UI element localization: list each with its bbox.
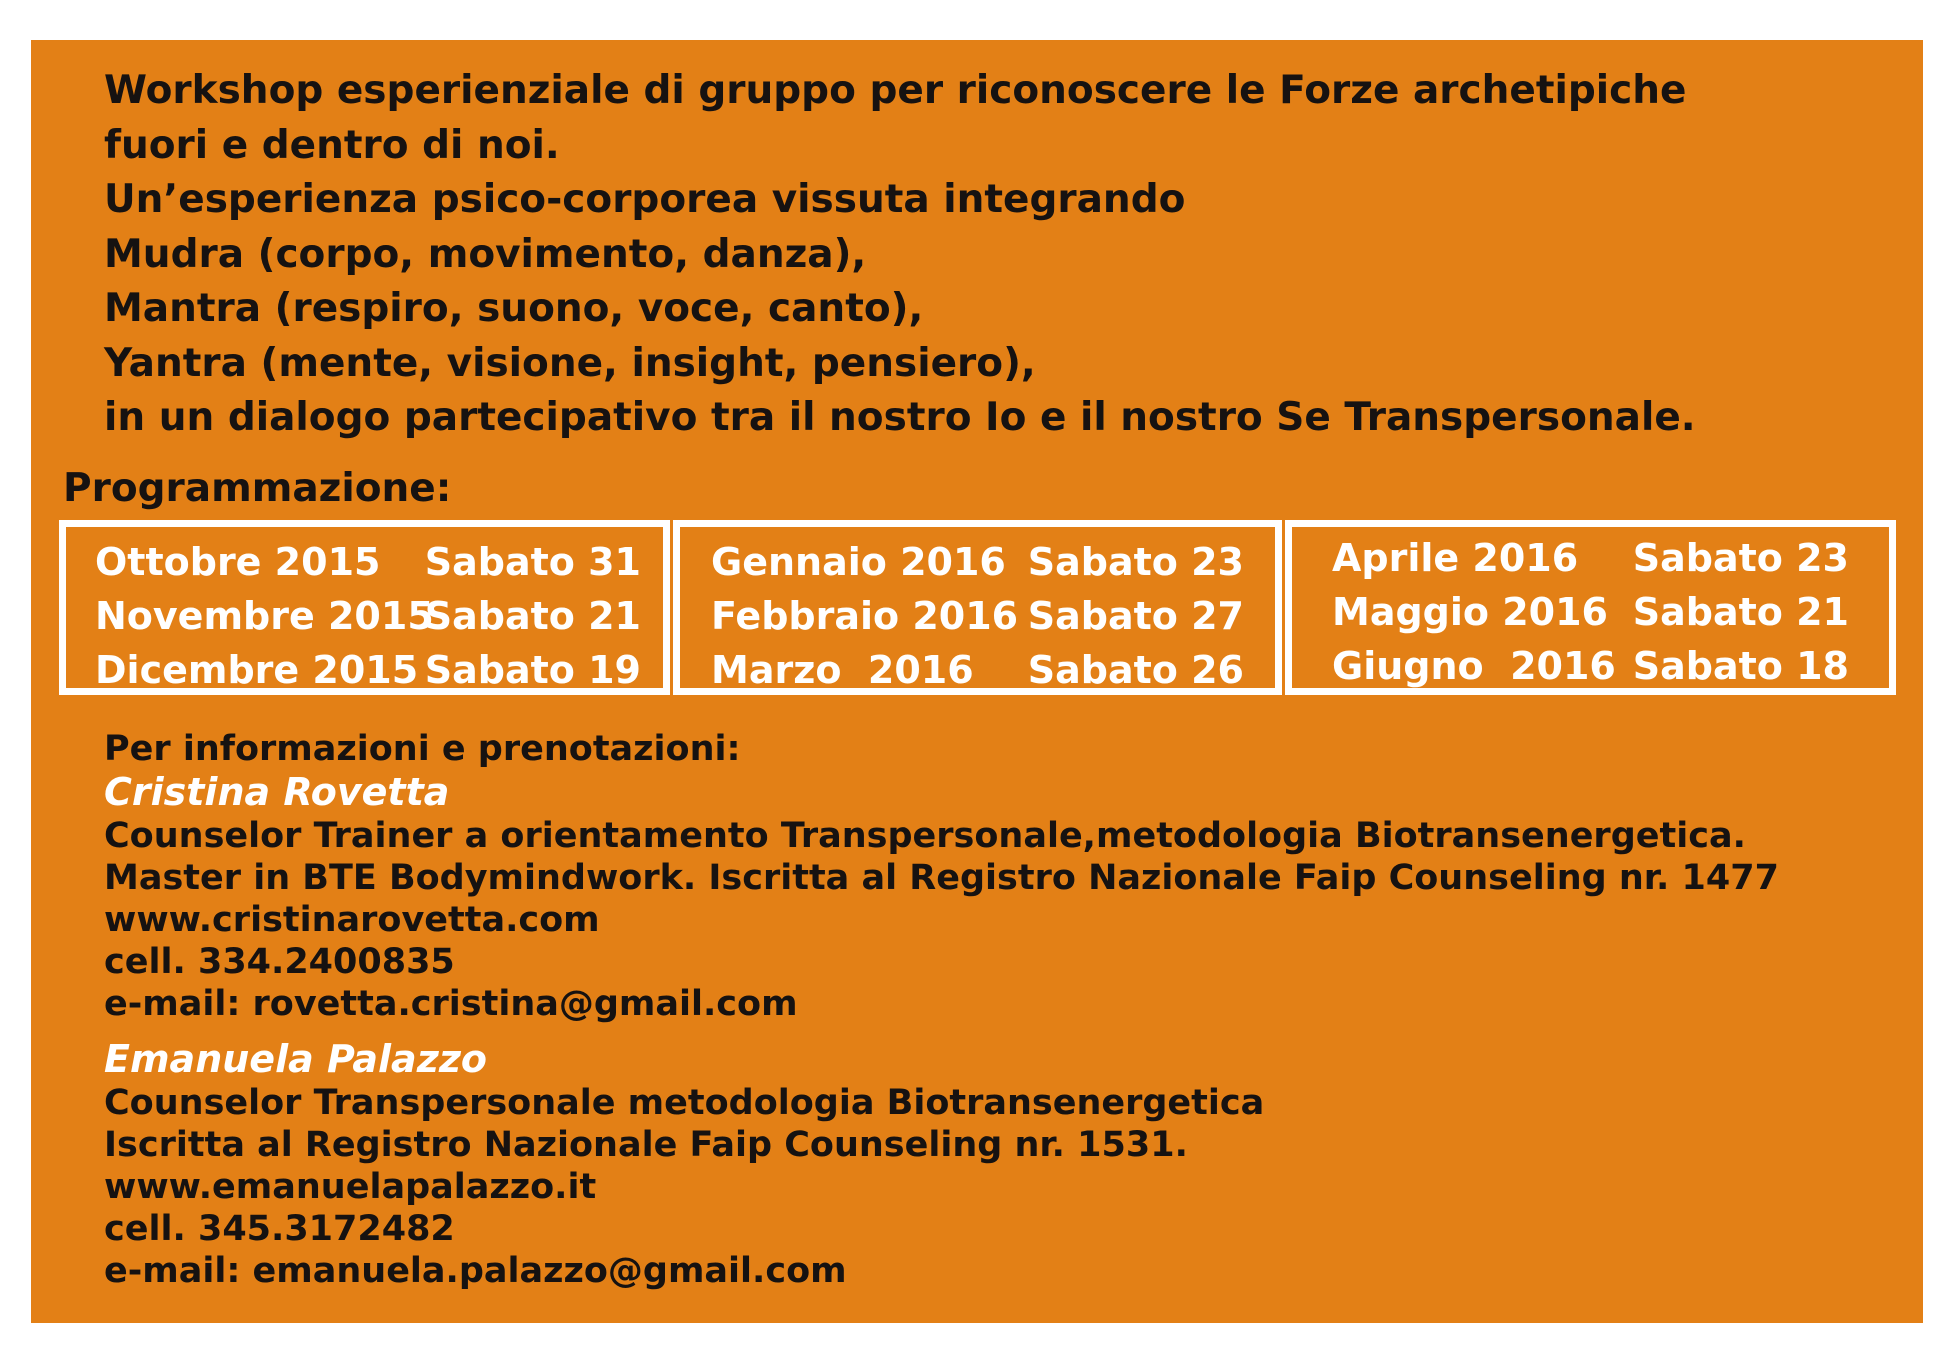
contact-role: Counselor Transpersonale metodologia Biotransenergetica <box>104 1083 1265 1123</box>
schedule-month: Novembre 2015 <box>95 594 434 638</box>
contact-email[interactable]: e-mail: emanuela.palazzo@gmail.com <box>104 1251 847 1291</box>
intro-line: Mudra (corpo, movimento, danza), <box>104 231 867 277</box>
intro-line: fuori e dentro di noi. <box>104 122 560 168</box>
contacts-section <box>104 728 1884 1292</box>
schedule-day: Sabato 31 <box>424 540 641 584</box>
schedule-month: Giugno 2016 <box>1332 644 1616 688</box>
spacer <box>104 1025 1884 1037</box>
contact-name: Emanuela Palazzo <box>104 1037 488 1081</box>
schedule-box-winter <box>673 520 1282 695</box>
programme-title: Programmazione: <box>63 466 452 511</box>
schedule-month: Febbraio 2016 <box>711 594 1019 638</box>
contact-cristina <box>104 770 1884 1025</box>
schedule-box-spring <box>1285 520 1896 695</box>
schedule-row <box>1292 639 1889 693</box>
intro-line: Workshop esperienziale di gruppo per riconoscere le Forze archetipiche <box>104 68 1687 113</box>
flyer-card <box>31 40 1923 1323</box>
schedule-day: Sabato 27 <box>1027 594 1244 638</box>
schedule-month: Gennaio 2016 <box>711 540 1006 584</box>
schedule-row <box>680 589 1275 643</box>
contact-phone: cell. 345.3172482 <box>104 1209 455 1249</box>
schedule-row <box>680 643 1275 697</box>
schedule-row <box>1292 585 1889 639</box>
schedule-month: Marzo 2016 <box>711 648 974 692</box>
schedule-row <box>66 535 663 589</box>
schedule-month: Aprile 2016 <box>1332 536 1579 580</box>
schedule-month: Ottobre 2015 <box>95 540 381 584</box>
schedule-month: Dicembre 2015 <box>95 648 419 692</box>
contact-emanuela <box>104 1037 1884 1292</box>
contact-website[interactable]: www.cristinarovetta.com <box>104 900 600 940</box>
schedule-day: Sabato 18 <box>1632 644 1849 688</box>
contact-registration: Master in BTE Bodymindwork. Iscritta al Registro Nazionale Faip Counseling nr. 1477 <box>104 858 1779 898</box>
schedule-month: Maggio 2016 <box>1332 590 1608 634</box>
schedule-row <box>680 535 1275 589</box>
contact-email[interactable]: e-mail: rovetta.cristina@gmail.com <box>104 984 798 1024</box>
schedule-row <box>66 643 663 697</box>
schedule-day: Sabato 23 <box>1027 540 1244 584</box>
contact-role: Counselor Trainer a orientamento Transpersonale,metodologia Biotransenergetica. <box>104 816 1746 856</box>
contact-registration: Iscritta al Registro Nazionale Faip Counseling nr. 1531. <box>104 1125 1188 1165</box>
contact-phone: cell. 334.2400835 <box>104 942 455 982</box>
intro-text <box>104 64 1884 446</box>
schedule-row <box>66 589 663 643</box>
contacts-heading: Per informazioni e prenotazioni: <box>104 729 741 769</box>
schedule-day: Sabato 26 <box>1027 648 1244 692</box>
schedule-day: Sabato 21 <box>424 594 641 638</box>
contact-website[interactable]: www.emanuelapalazzo.it <box>104 1167 597 1207</box>
schedule-box-autumn <box>59 520 670 695</box>
intro-line: Yantra (mente, visione, insight, pensiero), <box>104 340 1036 386</box>
schedule-day: Sabato 23 <box>1632 536 1849 580</box>
schedule-row <box>1292 531 1889 585</box>
intro-line: Un’esperienza psico-corporea vissuta integrando <box>104 177 1186 222</box>
intro-line: in un dialogo partecipativo tra il nostro Io e il nostro Se Transpersonale. <box>104 395 1696 440</box>
intro-line: Mantra (respiro, suono, voce, canto), <box>104 286 924 331</box>
schedule-day: Sabato 19 <box>424 648 641 692</box>
schedule-day: Sabato 21 <box>1632 590 1849 634</box>
contact-name: Cristina Rovetta <box>104 770 450 814</box>
